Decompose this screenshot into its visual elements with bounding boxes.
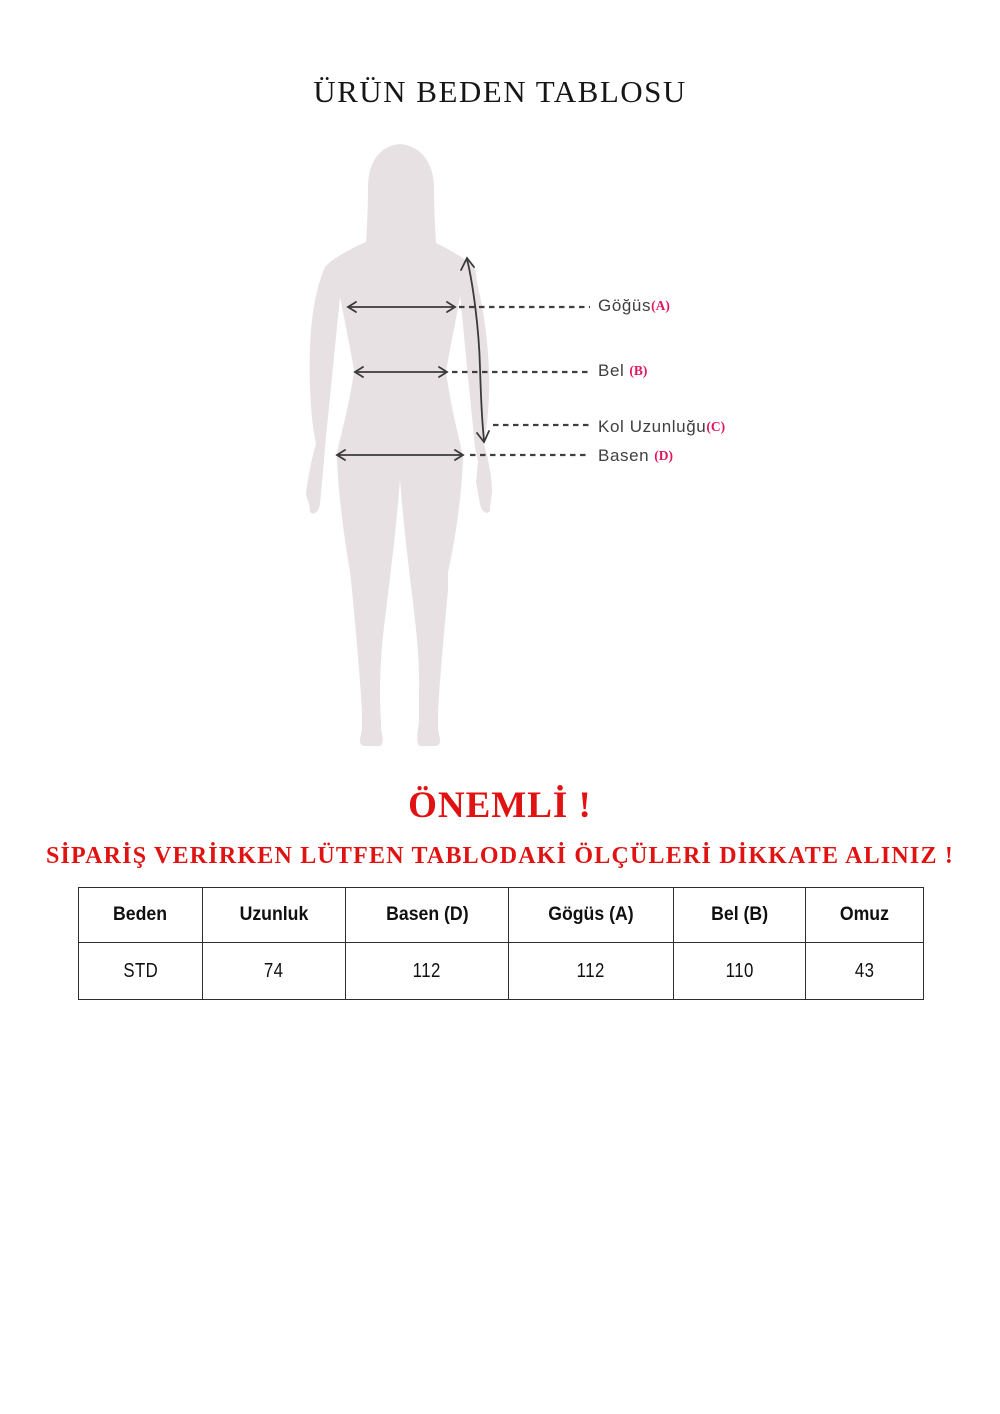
measurement-label-basen <box>598 447 673 465</box>
important-warning-text: SİPARİŞ VERİRKEN LÜTFEN TABLODAKİ ÖLÇÜLERİ DİKKATE ALINIZ ! <box>45 843 955 869</box>
measurement-label-basen-text: Basen <box>598 446 650 465</box>
size-table-cell-uzunluk <box>203 943 346 1000</box>
header-label: Uzunluk <box>239 904 309 925</box>
female-silhouette-head <box>374 145 426 219</box>
size-table-cell-beden <box>79 943 203 1000</box>
cell-value: STD <box>123 959 158 982</box>
measurement-code-a: (A) <box>651 298 670 313</box>
size-table-header-beden <box>79 888 203 943</box>
header-label: Beden <box>113 904 168 925</box>
header-label: Bel (B) <box>711 904 768 925</box>
header-label: Basen (D) <box>385 904 469 925</box>
size-table-cell-omuz <box>806 943 924 1000</box>
cell-value: 43 <box>854 959 875 982</box>
measurement-code-b: (B) <box>629 363 648 378</box>
size-table-header-bel <box>674 888 806 943</box>
measurement-label-kol-text: Kol Uzunluğu <box>598 417 707 436</box>
size-table-header-uzunluk <box>203 888 346 943</box>
cell-value: 74 <box>264 959 284 982</box>
header-label: Gögüs (A) <box>548 904 634 925</box>
measurement-label-bel <box>598 362 647 380</box>
size-table-cell-basen <box>346 943 509 1000</box>
size-table-header-gogus <box>509 888 674 943</box>
measurement-label-bel-text: Bel <box>598 361 625 380</box>
size-table-header-row <box>79 888 924 943</box>
measurement-label-gogus <box>598 297 670 315</box>
size-table-cell-bel <box>674 943 806 1000</box>
size-table-header-basen <box>346 888 509 943</box>
measurement-code-d: (D) <box>654 448 673 463</box>
body-measurement-diagram <box>280 132 620 762</box>
header-label: Omuz <box>839 904 890 925</box>
cell-value: 112 <box>576 959 606 982</box>
female-silhouette-body <box>306 232 492 746</box>
measurement-code-c: (C) <box>706 419 726 434</box>
cell-value: 112 <box>412 959 442 982</box>
cell-value: 110 <box>725 959 754 982</box>
size-table <box>78 887 924 1000</box>
size-table-row-std <box>79 943 924 1000</box>
size-table-cell-gogus <box>509 943 674 1000</box>
size-table-header-omuz <box>806 888 924 943</box>
page-title: ÜRÜN BEDEN TABLOSU <box>313 74 687 109</box>
measurement-label-kol-uzunlugu <box>598 418 725 436</box>
important-heading: ÖNEMLİ ! <box>408 785 592 826</box>
female-silhouette-neck <box>387 208 413 236</box>
measurement-label-gogus-text: Göğüs <box>598 296 652 315</box>
